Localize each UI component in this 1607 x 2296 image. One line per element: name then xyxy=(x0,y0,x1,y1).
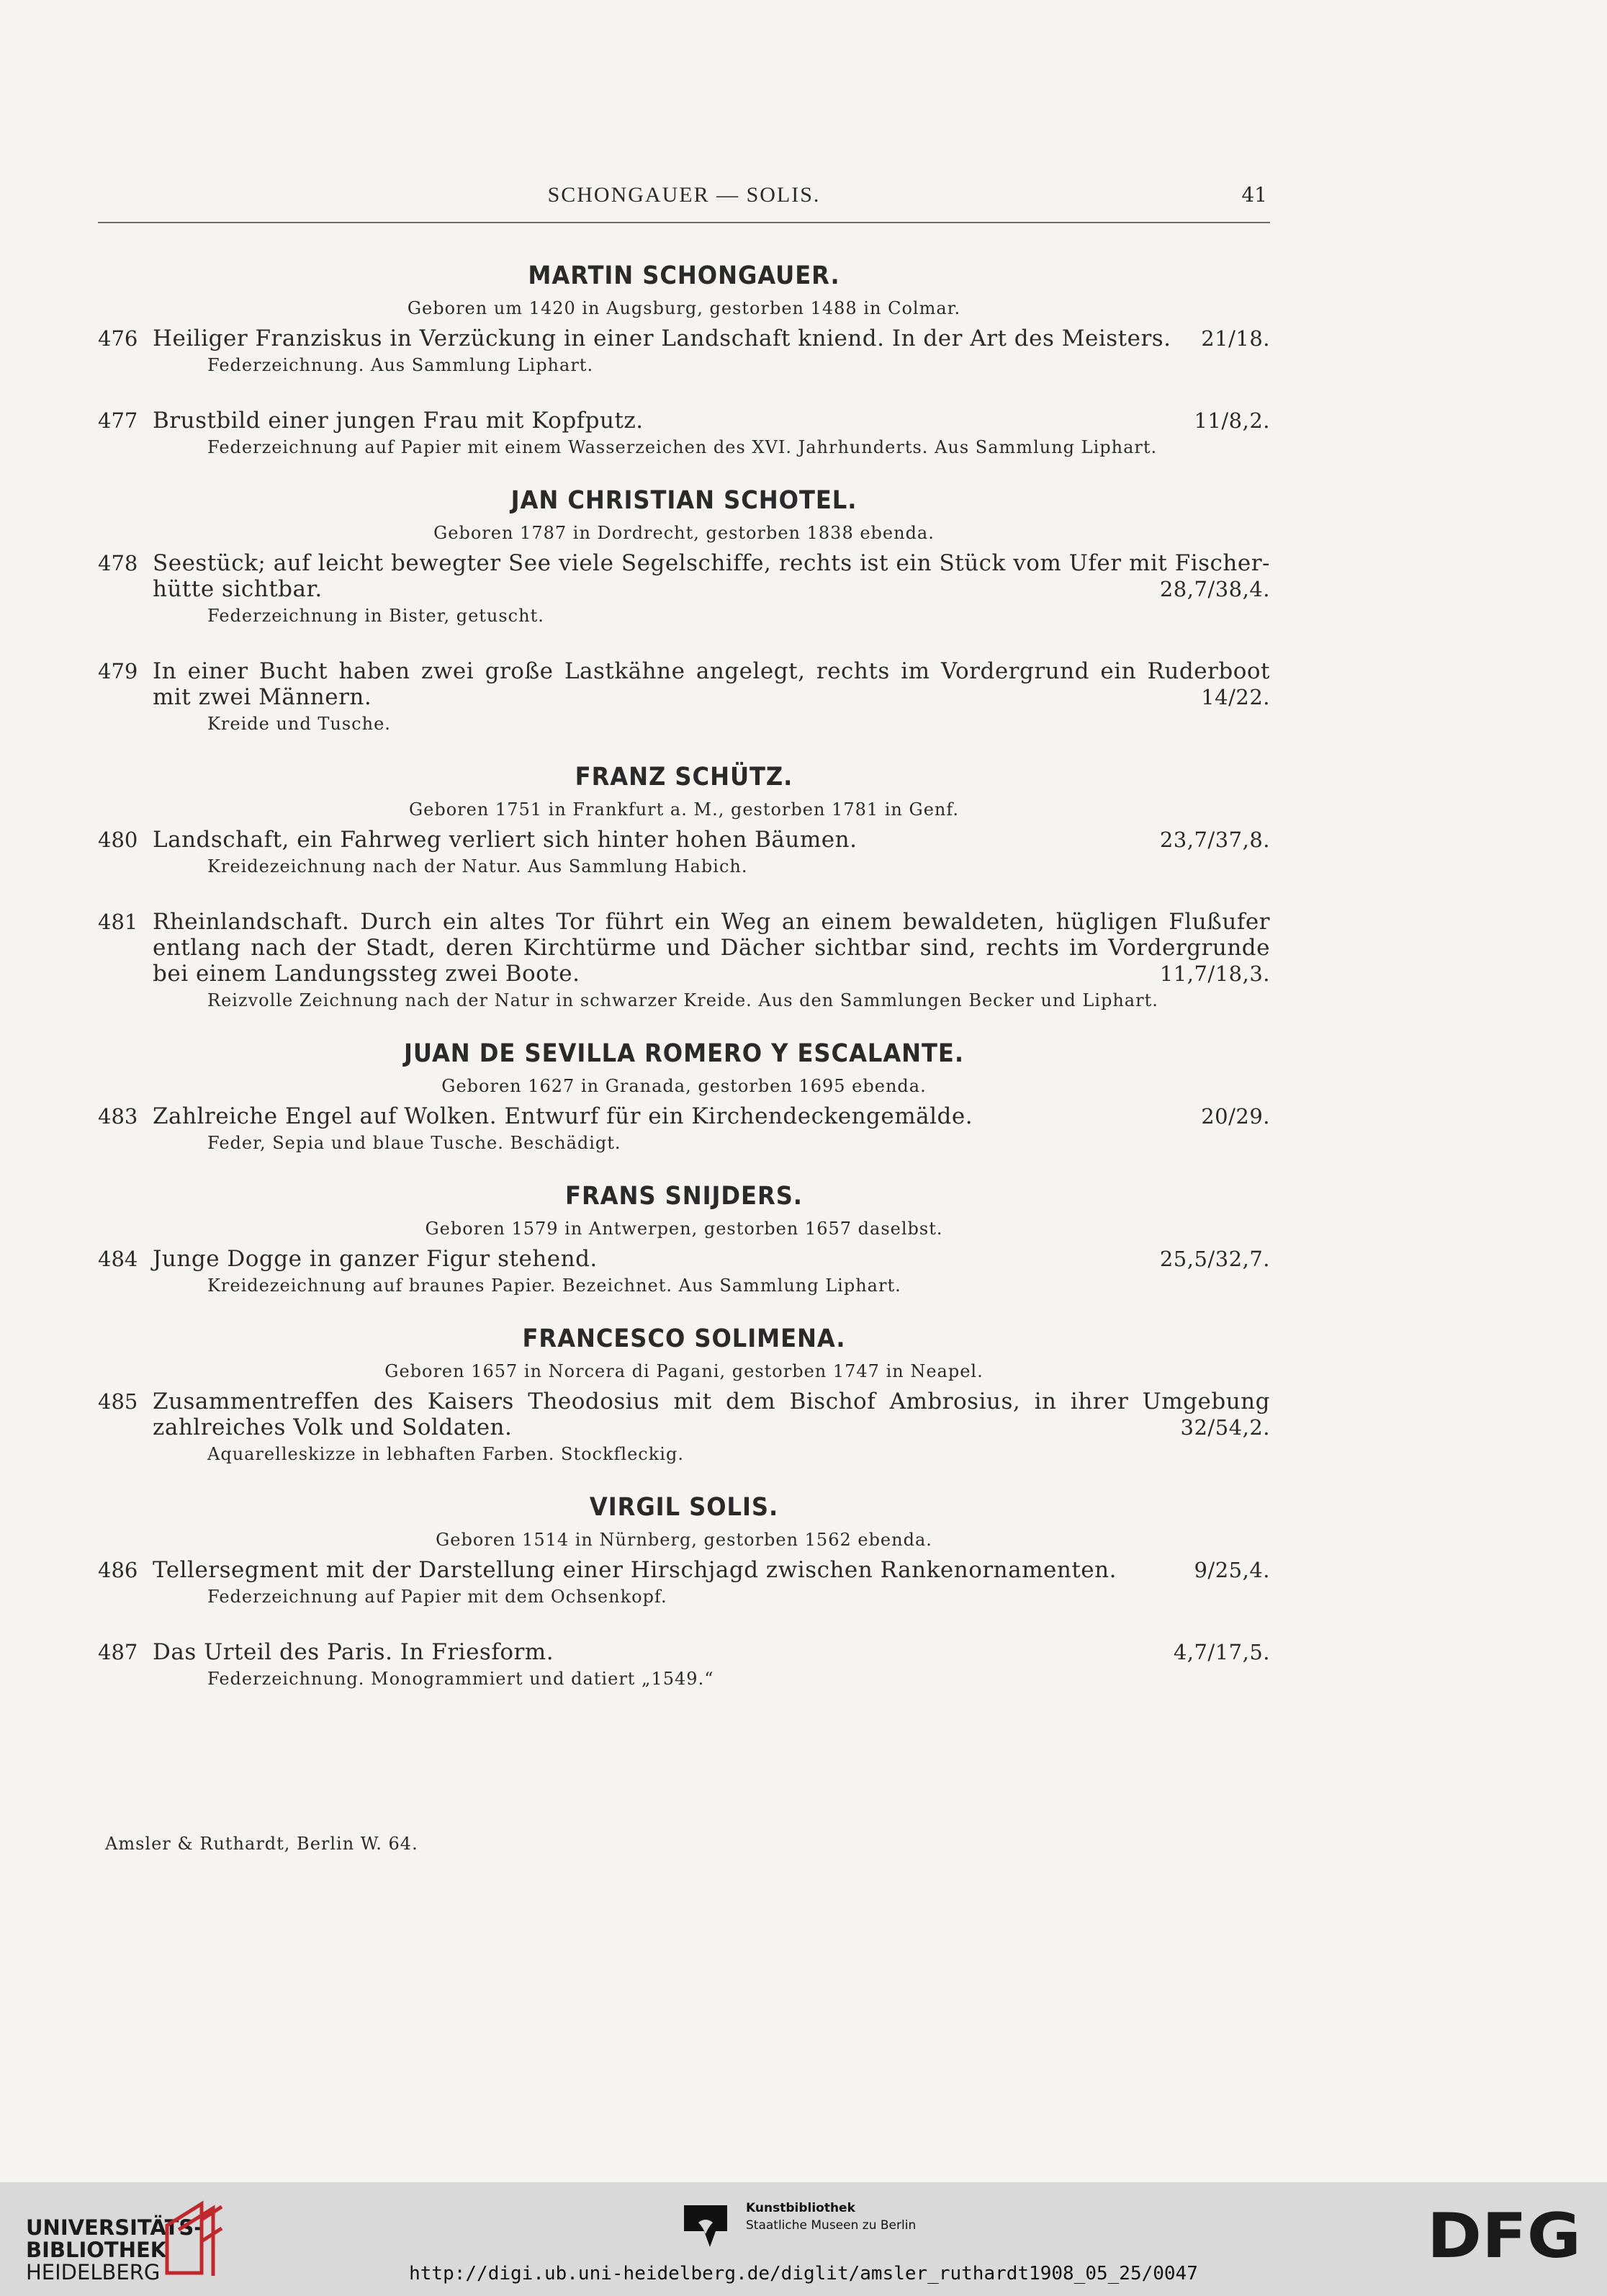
dimensions: 32/54,2. xyxy=(1180,1415,1270,1440)
catalog-entry xyxy=(98,326,1270,379)
artist-section xyxy=(98,1036,1270,1157)
entry-description-line xyxy=(153,658,1270,684)
entry-note: Federzeichnung auf Papier mit einem Wasserzeichen des XVI. Jahrhunderts. Aus Sammlung Liphart. xyxy=(207,437,1158,457)
lot-number: 486 xyxy=(98,1558,138,1582)
lot-number: 477 xyxy=(98,408,138,433)
artist-section xyxy=(98,483,1270,737)
publisher-imprint: Amsler & Ruthardt, Berlin W. 64. xyxy=(105,1834,418,1854)
entry-note: Federzeichnung in Bister, getuscht. xyxy=(207,606,544,626)
page-number: 41 xyxy=(1241,183,1267,207)
entry-note: Aquarelleskizze in lebhaften Farben. Stockfleckig. xyxy=(207,1444,684,1464)
description-text: Landschaft, ein Fahrweg verliert sich hinter hohen Bäumen. xyxy=(153,827,857,853)
artist-heading: VIRGIL SOLIS. xyxy=(589,1493,779,1522)
running-title: SCHONGAUER — SOLIS. xyxy=(547,183,821,207)
artist-dates: Geboren 1514 in Nürnberg, gestorben 1562 ebenda. xyxy=(436,1530,932,1550)
entry-description-line xyxy=(153,326,1270,351)
entry-note: Kreide und Tusche. xyxy=(207,714,391,734)
dimensions: 28,7/38,4. xyxy=(1159,577,1270,601)
artist-section xyxy=(98,1321,1270,1468)
lot-number: 478 xyxy=(98,551,138,575)
ub-line-1: UNIVERSITÄTS- xyxy=(26,2215,203,2240)
ub-line-3: HEIDELBERG xyxy=(26,2260,161,2284)
permalink-url[interactable]: http://digi.ub.uni-heidelberg.de/diglit/amsler_ruthardt1908_05_25/0047 xyxy=(409,2263,1198,2284)
artist-heading: FRANS SNIJDERS. xyxy=(565,1182,803,1211)
artist-section xyxy=(98,1489,1270,1692)
entry-note: Federzeichnung auf Papier mit dem Ochsenkopf. xyxy=(207,1587,667,1607)
artist-dates: Geboren um 1420 in Augsburg, gestorben 1488 in Colmar. xyxy=(407,298,961,318)
entry-description-line xyxy=(153,1639,1270,1665)
catalog-content xyxy=(98,258,1270,1714)
description-text: bei einem Landungssteg zwei Boote. xyxy=(153,961,580,987)
lot-number: 481 xyxy=(98,910,138,934)
kunstbibliothek-emblem-icon xyxy=(684,2205,732,2248)
lot-number: 484 xyxy=(98,1247,138,1271)
dimensions: 4,7/17,5. xyxy=(1173,1640,1270,1664)
artist-section xyxy=(98,759,1270,1014)
artist-heading: JUAN DE SEVILLA ROMERO Y ESCALANTE. xyxy=(403,1039,965,1068)
entry-description-line xyxy=(153,961,1270,987)
description-text: In einer Bucht haben zwei große Lastkähne angelegt, rechts im Vordergrund ein Ruderboot xyxy=(153,658,1270,684)
entry-description-line xyxy=(153,1103,1270,1129)
dfg-logo[interactable] xyxy=(1427,2207,1584,2261)
dimensions: 11/8,2. xyxy=(1194,408,1270,433)
entry-description-line xyxy=(153,550,1270,576)
entry-description-line xyxy=(153,935,1270,961)
digitization-footer xyxy=(0,2182,1607,2296)
dimensions: 20/29. xyxy=(1201,1104,1270,1129)
description-text: mit zwei Männern. xyxy=(153,684,372,710)
entry-description-line xyxy=(153,1557,1270,1583)
artist-heading: MARTIN SCHONGAUER. xyxy=(528,261,840,290)
catalog-entry xyxy=(98,408,1270,461)
entry-note: Kreidezeichnung nach der Natur. Aus Sammlung Habich. xyxy=(207,856,748,876)
entry-description-line xyxy=(153,1389,1270,1414)
entry-description-line xyxy=(153,1246,1270,1272)
artist-dates: Geboren 1751 in Frankfurt a. M., gestorben 1781 in Genf. xyxy=(408,799,960,820)
description-text: Heiliger Franziskus in Verzückung in einer Landschaft kniend. In der Art des Meisters. xyxy=(153,326,1171,351)
entry-description-line xyxy=(153,408,1270,434)
description-text: hütte sichtbar. xyxy=(153,576,323,602)
description-text: Zahlreiche Engel auf Wolken. Entwurf für ein Kirchendeckengemälde. xyxy=(153,1103,973,1129)
description-text: Zusammentreffen des Kaisers Theodosius mit dem Bischof Ambrosius, in ihrer Umgebung xyxy=(153,1389,1270,1414)
entry-description-line xyxy=(153,909,1270,935)
description-text: Das Urteil des Paris. In Friesform. xyxy=(153,1639,554,1665)
entry-description-line xyxy=(153,576,1270,602)
dimensions: 11,7/18,3. xyxy=(1159,961,1270,986)
catalog-entry xyxy=(98,1246,1270,1299)
catalog-entry xyxy=(98,550,1270,629)
kb-name: Kunstbibliothek xyxy=(746,2201,855,2215)
entry-note: Federzeichnung. Monogrammiert und datiert „1549.“ xyxy=(207,1669,714,1689)
catalog-entry xyxy=(98,909,1270,1014)
entry-description-line xyxy=(153,684,1270,710)
dimensions: 21/18. xyxy=(1201,326,1270,351)
artist-section xyxy=(98,1178,1270,1299)
lot-number: 476 xyxy=(98,326,138,351)
catalog-entry xyxy=(98,1639,1270,1692)
lot-number: 480 xyxy=(98,828,138,852)
artist-heading: FRANZ SCHÜTZ. xyxy=(575,763,793,792)
entry-note: Kreidezeichnung auf braunes Papier. Bezeichnet. Aus Sammlung Liphart. xyxy=(207,1275,901,1296)
ub-line-2: BIBLIOTHEK xyxy=(26,2238,167,2262)
dimensions: 25,5/32,7. xyxy=(1159,1247,1270,1271)
description-text: entlang nach der Stadt, deren Kirchtürme und Dächer sichtbar sind, rechts im Vordergrunde xyxy=(153,935,1270,961)
kunstbibliothek-text xyxy=(746,2199,916,2234)
catalog-entry xyxy=(98,1389,1270,1468)
description-text: Junge Dogge in ganzer Figur stehend. xyxy=(153,1246,598,1272)
running-header xyxy=(98,181,1270,225)
dimensions: 23,7/37,8. xyxy=(1159,828,1270,852)
entry-description-line xyxy=(153,1414,1270,1440)
entry-note: Reizvolle Zeichnung nach der Natur in schwarzer Kreide. Aus den Sammlungen Becker und Liphart. xyxy=(207,990,1158,1010)
dimensions: 14/22. xyxy=(1201,685,1270,709)
catalog-entry xyxy=(98,1103,1270,1157)
header-rule xyxy=(98,222,1270,223)
entry-description-line xyxy=(153,827,1270,853)
description-text: Tellersegment mit der Darstellung einer Hirschjagd zwischen Rankenornamenten. xyxy=(153,1557,1117,1583)
artist-dates: Geboren 1627 in Granada, gestorben 1695 ebenda. xyxy=(441,1076,927,1096)
artist-dates: Geboren 1579 in Antwerpen, gestorben 1657 daselbst. xyxy=(425,1219,943,1239)
lot-number: 487 xyxy=(98,1640,138,1664)
dfg-wordmark: DFG xyxy=(1427,2207,1581,2261)
entry-note: Federzeichnung. Aus Sammlung Liphart. xyxy=(207,355,594,375)
description-text: Rheinlandschaft. Durch ein altes Tor führt ein Weg an einem bewaldeten, hügligen Flußufer xyxy=(153,909,1270,935)
lot-number: 483 xyxy=(98,1104,138,1129)
lot-number: 485 xyxy=(98,1389,138,1414)
artist-heading: FRANCESCO SOLIMENA. xyxy=(522,1324,846,1353)
kb-subtitle: Staatliche Museen zu Berlin xyxy=(746,2218,917,2233)
catalog-entry xyxy=(98,827,1270,880)
kunstbibliothek-logo[interactable] xyxy=(684,2198,972,2256)
lot-number: 479 xyxy=(98,659,138,683)
description-text: Seestück; auf leicht bewegter See viele Segelschiffe, rechts ist ein Stück vom Ufer mit Fischer- xyxy=(153,550,1270,576)
artist-dates: Geboren 1787 in Dordrecht, gestorben 1838 ebenda. xyxy=(433,523,935,543)
catalog-entry xyxy=(98,658,1270,737)
catalog-entry xyxy=(98,1557,1270,1610)
entry-note: Feder, Sepia und blaue Tusche. Beschädigt. xyxy=(207,1133,621,1153)
artist-section xyxy=(98,258,1270,461)
artist-dates: Geboren 1657 in Norcera di Pagani, gestorben 1747 in Neapel. xyxy=(384,1361,983,1381)
description-text: zahlreiches Volk und Soldaten. xyxy=(153,1414,513,1440)
artist-heading: JAN CHRISTIAN SCHOTEL. xyxy=(510,486,857,515)
description-text: Brustbild einer jungen Frau mit Kopfputz. xyxy=(153,408,644,434)
dimensions: 9/25,4. xyxy=(1194,1558,1270,1582)
